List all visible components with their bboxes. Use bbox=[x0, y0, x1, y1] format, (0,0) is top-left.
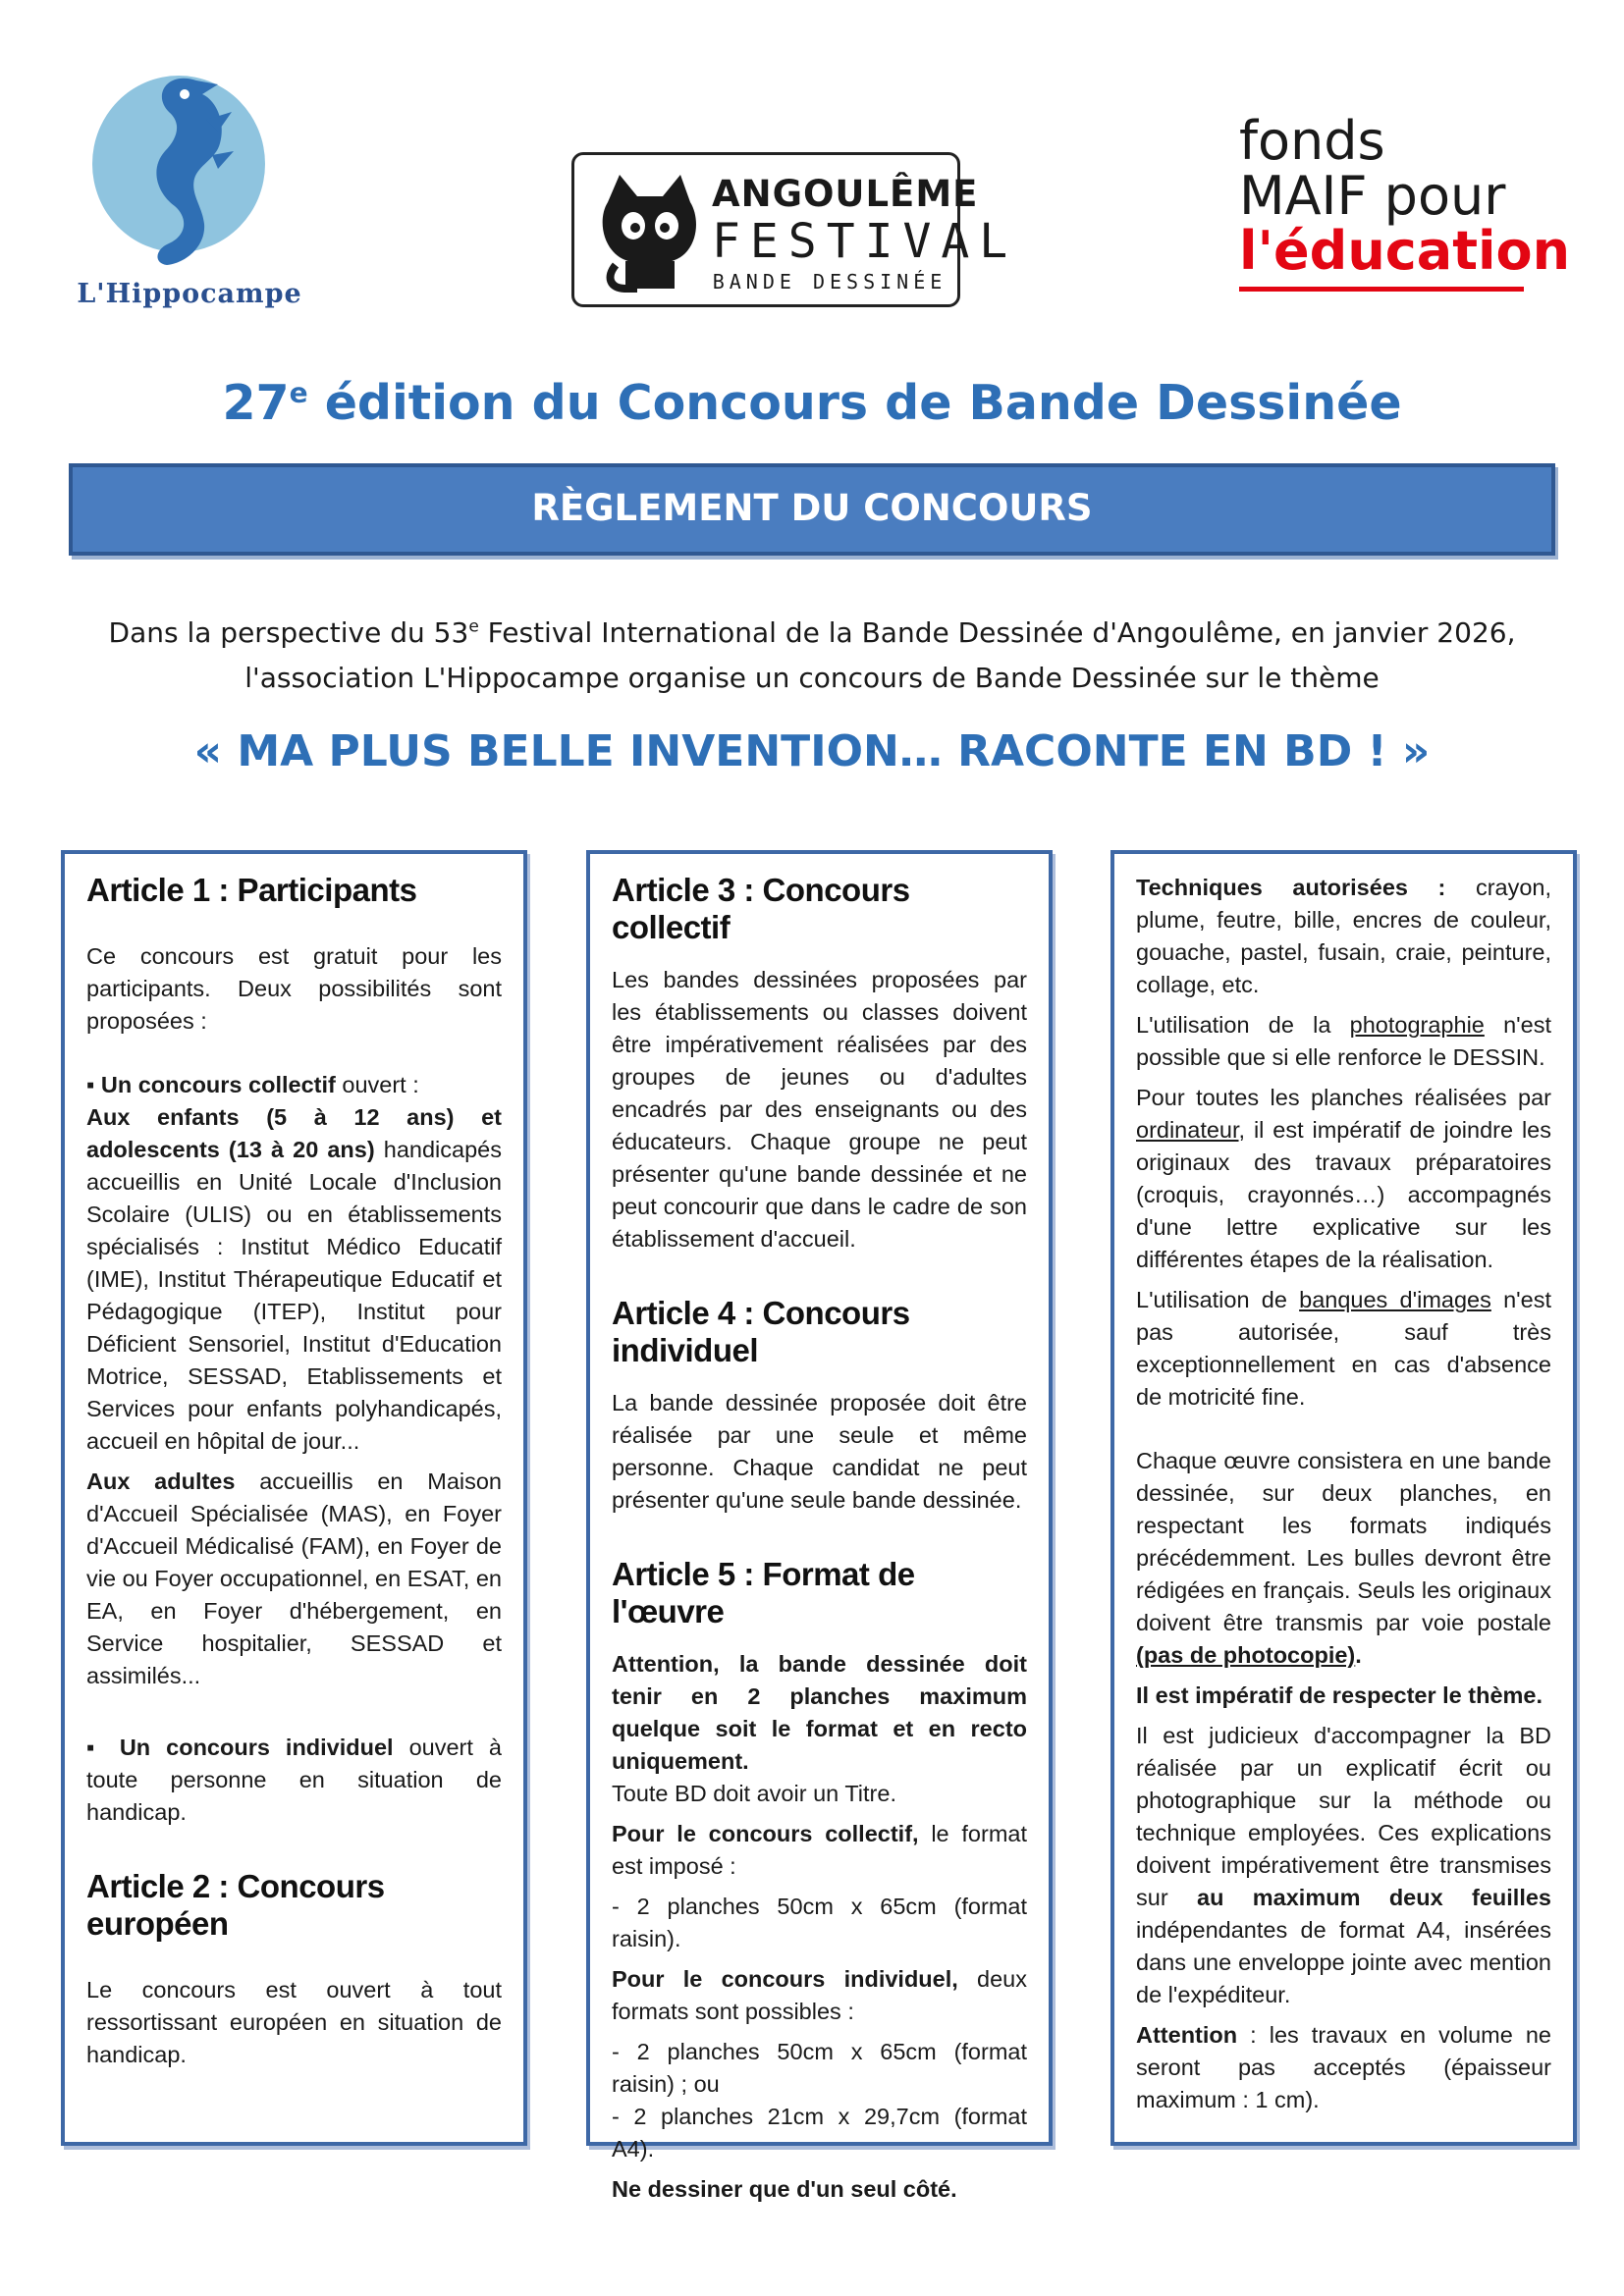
article-1-intro: Ce concours est gratuit pour les participants. Deux possibilités sont proposées : bbox=[86, 943, 502, 1034]
enfants-paragraph: Aux enfants (5 à 12 ans) et adolescents (13 à 20 ans) handicapés accueillis en Unité Locale d'Inclusion Scolaire (ULIS) ou en établissements spécialisés : Institut Médico Educatif (IME), Institut Thérapeutique Educatif et Pédagogique (ITEP), Institut pour Déficient Sensoriel, Institut d'Education Motrice, SESSAD, Etablissements et Services pour enfants polyhandicapés, accueil en hôpital de jour... bbox=[86, 1104, 502, 1454]
oeuvre-paragraph: Chaque œuvre consistera en une bande dessinée, sur deux planches, en respectant les formats indiqués précédemment. Les bulles devront être rédigées en français. Seuls les originaux doivent être transmis par voie postale (pas de photocopie). bbox=[1136, 1448, 1551, 1668]
article-2-text: Le concours est ouvert à tout ressortissant européen en situation de handicap. bbox=[86, 1977, 502, 2067]
article-5-titre: Toute BD doit avoir un Titre. bbox=[612, 1781, 896, 1806]
hippocampe-logo bbox=[59, 61, 314, 316]
article-5-individuel: Pour le concours individuel, deux formats sont possibles : bbox=[612, 1966, 1027, 2024]
festival-name-line2: FESTIVAL bbox=[712, 214, 1018, 269]
seahorse-icon bbox=[59, 61, 314, 277]
intro-line1: Dans la perspective du 53e Festival International de la Bande Dessinée d'Angoulême, en janvier 2026, bbox=[108, 616, 1516, 649]
article-5-individuel-item2: - 2 planches 21cm x 29,7cm (format A4). bbox=[612, 2104, 1027, 2162]
column-articles-1-2 bbox=[61, 850, 527, 2146]
maif-line3: l'éducation bbox=[1239, 220, 1571, 282]
hippocampe-caption: L'Hippocampe bbox=[77, 279, 302, 309]
maif-logo bbox=[1239, 110, 1571, 310]
theme-paragraph: Il est impératif de respecter le thème. bbox=[1136, 1682, 1543, 1708]
article-5-collectif: Pour le concours collectif, le format est imposé : bbox=[612, 1821, 1027, 1879]
article-5-collectif-item: - 2 planches 50cm x 65cm (format raisin). bbox=[612, 1894, 1027, 1951]
attention-paragraph: Attention : les travaux en volume ne seront pas acceptés (épaisseur maximum : 1 cm). bbox=[1136, 2022, 1551, 2112]
article-3-title: Article 3 : Concours collectif bbox=[612, 872, 910, 945]
article-1-title: Article 1 : Participants bbox=[86, 872, 417, 908]
cat-icon bbox=[586, 167, 714, 294]
maif-line1: fonds bbox=[1239, 110, 1385, 172]
banques-images-paragraph: L'utilisation de banques d'images n'est pas autorisée, sauf très exceptionnellement en cas d'absence de motricité fine. bbox=[1136, 1287, 1551, 1410]
techniques-paragraph: Techniques autorisées : crayon, plume, feutre, bille, encres de couleur, gouache, pastel, fusain, craie, peinture, collage, etc. bbox=[1136, 875, 1552, 997]
article-5-individuel-item1: - 2 planches 50cm x 65cm (format raisin) ; ou bbox=[612, 2039, 1027, 2097]
adultes-paragraph: Aux adultes accueillis en Maison d'Accueil Spécialisée (MAS), en Foyer d'Accueil Médicalisé (FAM), en Foyer de vie ou Foyer occupationnel, en ESAT, en EA, en Foyer d'hébergement, en Service hospitalier, SESSAD et assimilés... bbox=[86, 1468, 503, 1688]
article-5-final: Ne dessiner que d'un seul côté. bbox=[612, 2176, 957, 2202]
article-5-attention: Attention, la bande dessinée doit tenir en 2 planches maximum quelque soit le format et en recto uniquement. bbox=[612, 1651, 1027, 1774]
column-techniques bbox=[1110, 850, 1577, 2146]
festival-name-line3: BANDE DESSINÉE bbox=[712, 270, 947, 294]
individuel-option: ▪ Un concours individuel ouvert à toute personne en situation de handicap. bbox=[86, 1735, 502, 1825]
article-3-text: Les bandes dessinées proposées par les établissements ou classes doivent être impérativement réalisées par des groupes de jeunes ou d'adultes encadrés par des enseignants ou des éducateurs. Chaque groupe ne peut présenter qu'une bande dessinée et ne peut concourir que dans le cadre de son établissement d'accueil. bbox=[612, 967, 1027, 1252]
maif-line2: MAIF pour bbox=[1239, 165, 1506, 227]
intro-line2: l'association L'Hippocampe organise un concours de Bande Dessinée sur le thème bbox=[244, 662, 1380, 694]
article-4-text: La bande dessinée proposée doit être réalisée par une seule et même personne. Chaque candidat ne peut présenter qu'une seule bande dessinée. bbox=[612, 1390, 1027, 1513]
banner-label: RÈGLEMENT DU CONCOURS bbox=[531, 487, 1093, 529]
ordinateur-paragraph: Pour toutes les planches réalisées par ordinateur, il est impératif de joindre les originaux des travaux préparatoires (croquis, crayonnés…) accompagnés d'une lettre explicative sur les différentes étapes de la réalisation. bbox=[1136, 1085, 1551, 1272]
photographie-paragraph: L'utilisation de la photographie n'est possible que si elle renforce le DESSIN. bbox=[1136, 1012, 1551, 1070]
contest-theme: « MA PLUS BELLE INVENTION… RACONTE EN BD ! » bbox=[193, 726, 1431, 776]
article-2-title: Article 2 : Concours européen bbox=[86, 1868, 385, 1942]
article-4-title: Article 4 : Concours individuel bbox=[612, 1295, 910, 1368]
explicatif-paragraph: Il est judicieux d'accompagner la BD réalisée par un explicatif écrit ou photographique sur la méthode ou technique employées. Ces explications doivent impérativement être transmises sur au maximum deux feuilles indépendantes de format A4, insérées dans une enveloppe jointe avec mention de l'expéditeur. bbox=[1136, 1723, 1551, 2007]
rules-banner bbox=[69, 463, 1555, 556]
column-articles-3-5 bbox=[586, 850, 1053, 2202]
maif-underline bbox=[1239, 287, 1524, 292]
collectif-option: ▪ Un concours collectif ouvert : bbox=[86, 1072, 419, 1097]
festival-name-line1: ANGOULÊME bbox=[712, 173, 979, 215]
article-5-title: Article 5 : Format de l'œuvre bbox=[612, 1556, 915, 1629]
page-title: 27e édition du Concours de Bande Dessinée bbox=[222, 375, 1402, 431]
angouleme-festival-logo bbox=[571, 152, 1018, 307]
